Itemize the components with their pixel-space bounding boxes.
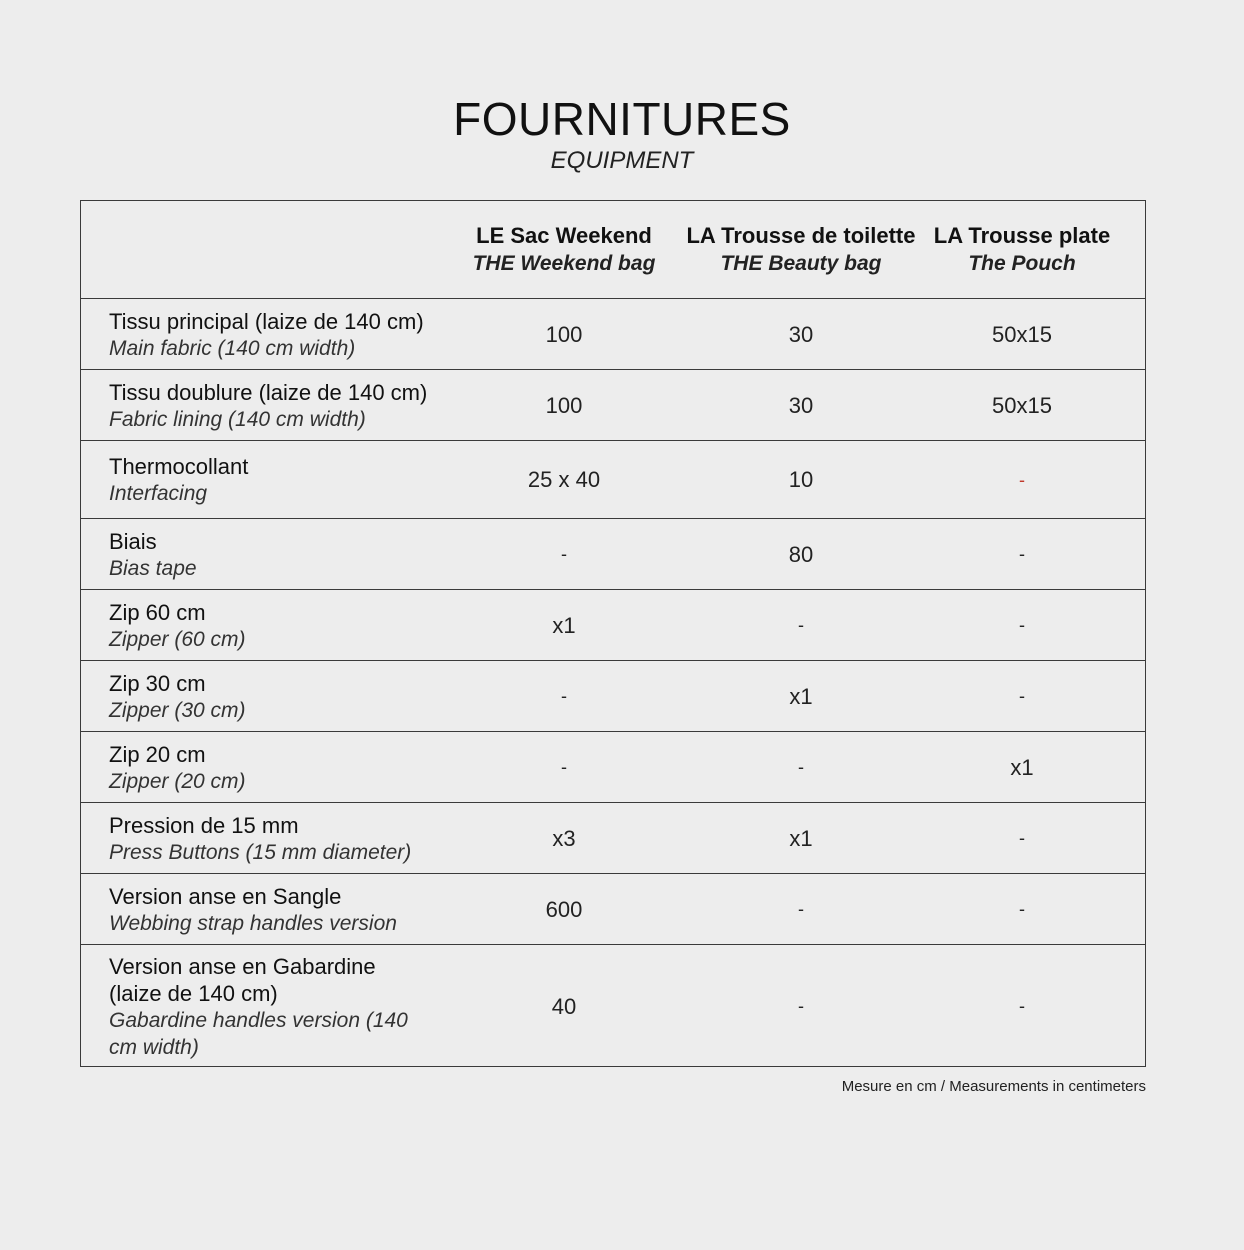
- row-label-en: Zipper (60 cm): [109, 627, 246, 651]
- table-cell: x3: [552, 825, 576, 851]
- page-title: FOURNITURES: [453, 93, 791, 145]
- row-label-en: Interfacing: [109, 482, 208, 505]
- table-cell: x1: [552, 612, 576, 638]
- table-cell: 50x15: [992, 392, 1052, 418]
- row-label: [109, 661, 246, 732]
- row-label: [109, 945, 409, 1068]
- column-header-fr: LA Trousse plate: [933, 223, 1111, 248]
- table-cell: -: [798, 899, 804, 919]
- row-label-fr: Tissu principal (laize de 140 cm): [109, 308, 424, 334]
- table-cell: x1: [1010, 754, 1034, 780]
- row-label: [109, 519, 197, 590]
- row-label: [109, 299, 424, 370]
- row-label: [109, 732, 246, 803]
- row-label-en: Main fabric (140 cm width): [109, 336, 356, 360]
- row-label: [109, 803, 411, 874]
- row-label-en: Bias tape: [109, 556, 197, 580]
- table-row: [81, 589, 1145, 661]
- row-label: [109, 590, 246, 661]
- row-label: [109, 370, 427, 441]
- row-label-fr: Zip 60 cm: [109, 599, 206, 625]
- table-cell: 25 x 40: [527, 467, 601, 492]
- row-label-fr: Pression de 15 mm: [109, 812, 299, 838]
- column-header-en: THE Weekend bag: [472, 252, 656, 275]
- row-label-en: Zipper (20 cm): [109, 769, 246, 793]
- table-cell: -: [798, 615, 804, 635]
- row-label: [109, 441, 248, 519]
- column-header-beauty-bag: [681, 201, 921, 298]
- row-label-en: Webbing strap handles version: [109, 911, 397, 935]
- table-cell: -: [798, 757, 804, 777]
- column-header-pouch: [912, 201, 1132, 298]
- table-cell: -: [561, 686, 567, 706]
- row-label-fr: Tissu doublure (laize de 140 cm): [109, 379, 428, 405]
- page-subtitle: EQUIPMENT: [550, 147, 694, 174]
- column-header-weekend-bag: [444, 201, 684, 298]
- table-row: [81, 660, 1145, 732]
- row-label-en: Gabardine handles version (140 cm width): [109, 1008, 408, 1059]
- table-row: [81, 369, 1145, 441]
- table-cell: -: [1019, 996, 1025, 1016]
- table-cell: 100: [545, 321, 583, 347]
- row-label-fr: Version anse en Sangle: [109, 883, 342, 909]
- table-row: [81, 298, 1145, 370]
- table-cell: -: [1019, 544, 1025, 564]
- table-cell: 30: [788, 321, 814, 347]
- table-cell: 50x15: [992, 321, 1052, 347]
- row-label-en: Press Buttons (15 mm diameter): [109, 840, 412, 864]
- table-cell: 30: [788, 392, 814, 418]
- column-header-fr: LA Trousse de toilette: [686, 223, 916, 248]
- row-label-en: Zipper (30 cm): [109, 698, 246, 722]
- row-label: [109, 874, 397, 945]
- table-row: [81, 518, 1145, 590]
- table-row: [81, 731, 1145, 803]
- table-cell: -: [1019, 828, 1025, 848]
- row-label-fr: Thermocollant: [109, 454, 249, 479]
- table-cell: 80: [788, 541, 814, 567]
- column-header-en: The Pouch: [968, 252, 1076, 275]
- equipment-table: [80, 200, 1146, 1067]
- table-cell: 600: [545, 896, 583, 922]
- table-row: [81, 802, 1145, 874]
- row-label-en: Fabric lining (140 cm width): [109, 407, 366, 431]
- row-label-fr: Zip 30 cm: [109, 670, 206, 696]
- row-label-fr: Zip 20 cm: [109, 741, 206, 767]
- table-row: [81, 440, 1145, 519]
- column-header-fr: LE Sac Weekend: [476, 223, 652, 248]
- table-row: [81, 944, 1145, 1068]
- table-cell: 100: [545, 392, 583, 418]
- row-label-fr: Biais: [109, 528, 157, 554]
- table-cell: -: [561, 757, 567, 777]
- table-cell: x1: [789, 825, 813, 851]
- table-cell: -: [1019, 615, 1025, 635]
- table-cell: x1: [789, 683, 813, 709]
- table-cell: -: [798, 996, 804, 1016]
- column-header-en: THE Beauty bag: [720, 252, 882, 275]
- table-cell: -: [1019, 899, 1025, 919]
- table-cell: -: [1019, 686, 1025, 706]
- table-cell: -: [1019, 469, 1025, 490]
- table-cell: -: [561, 544, 567, 564]
- table-cell: 10: [788, 467, 814, 492]
- row-label-fr: Version anse en Gabardine (laize de 140 cm): [109, 953, 376, 1006]
- table-cell: 40: [551, 993, 577, 1019]
- footnote: Mesure en cm / Measurements in centimeters: [841, 1078, 1146, 1095]
- table-row: [81, 873, 1145, 945]
